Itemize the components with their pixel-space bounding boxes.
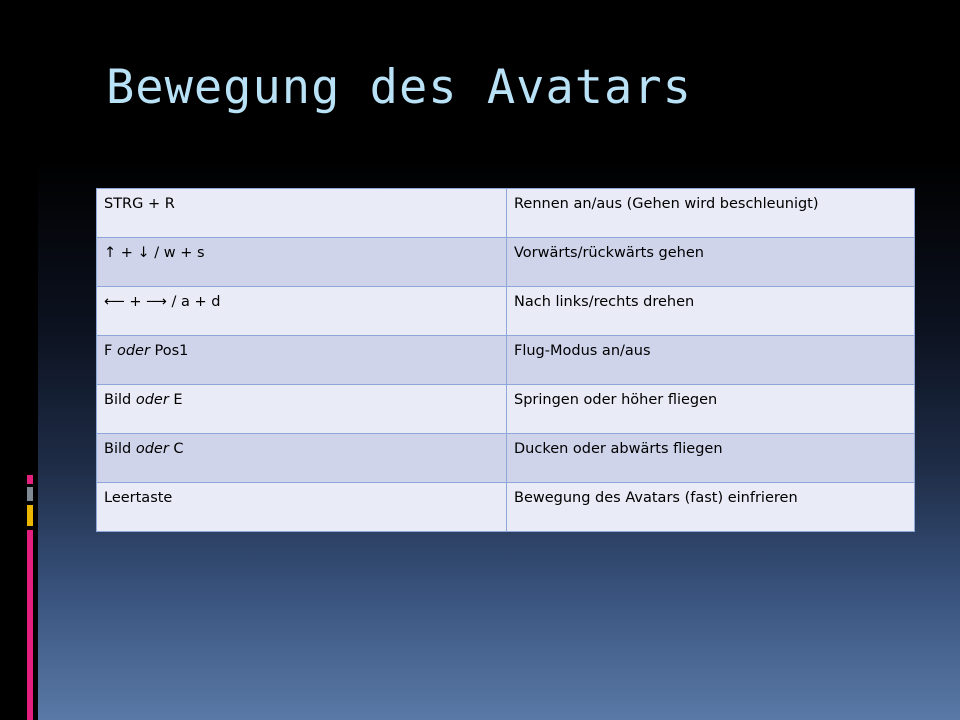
key-connector: oder	[116, 343, 150, 359]
key-cell: STRG + R	[97, 189, 507, 238]
key-text: Bild	[104, 441, 136, 457]
key-text: E	[168, 392, 183, 408]
table-row	[97, 434, 915, 483]
action-cell: Springen oder höher fliegen	[507, 385, 915, 434]
accent-bar-magenta-top	[27, 475, 33, 484]
key-cell	[97, 434, 507, 483]
key-cell: ↑ + ↓ / w + s	[97, 238, 507, 287]
key-connector: oder	[135, 441, 169, 457]
table-row	[97, 189, 915, 238]
controls-table	[96, 188, 915, 532]
action-cell: Vorwärts/rückwärts gehen	[507, 238, 915, 287]
key-cell	[97, 336, 507, 385]
accent-bar-magenta-bottom	[27, 530, 33, 720]
table-row	[97, 336, 915, 385]
key-text: C	[168, 441, 184, 457]
table-row	[97, 287, 915, 336]
accent-bar-gold	[27, 505, 33, 526]
key-text: F	[104, 343, 117, 359]
slide-title: Bewegung des Avatars	[106, 60, 692, 115]
action-cell: Nach links/rechts drehen	[507, 287, 915, 336]
action-cell: Bewegung des Avatars (fast) einfrieren	[507, 483, 915, 532]
action-cell: Ducken oder abwärts fliegen	[507, 434, 915, 483]
table-row	[97, 385, 915, 434]
key-connector: oder	[135, 392, 169, 408]
accent-bar-gray	[27, 487, 33, 501]
key-cell	[97, 385, 507, 434]
action-cell: Rennen an/aus (Gehen wird beschleunigt)	[507, 189, 915, 238]
action-cell: Flug-Modus an/aus	[507, 336, 915, 385]
table-row	[97, 483, 915, 532]
key-cell: Leertaste	[97, 483, 507, 532]
key-text: Bild	[104, 392, 136, 408]
key-text: Pos1	[149, 343, 189, 359]
key-cell: ⟵ + ⟶ / a + d	[97, 287, 507, 336]
table-row	[97, 238, 915, 287]
